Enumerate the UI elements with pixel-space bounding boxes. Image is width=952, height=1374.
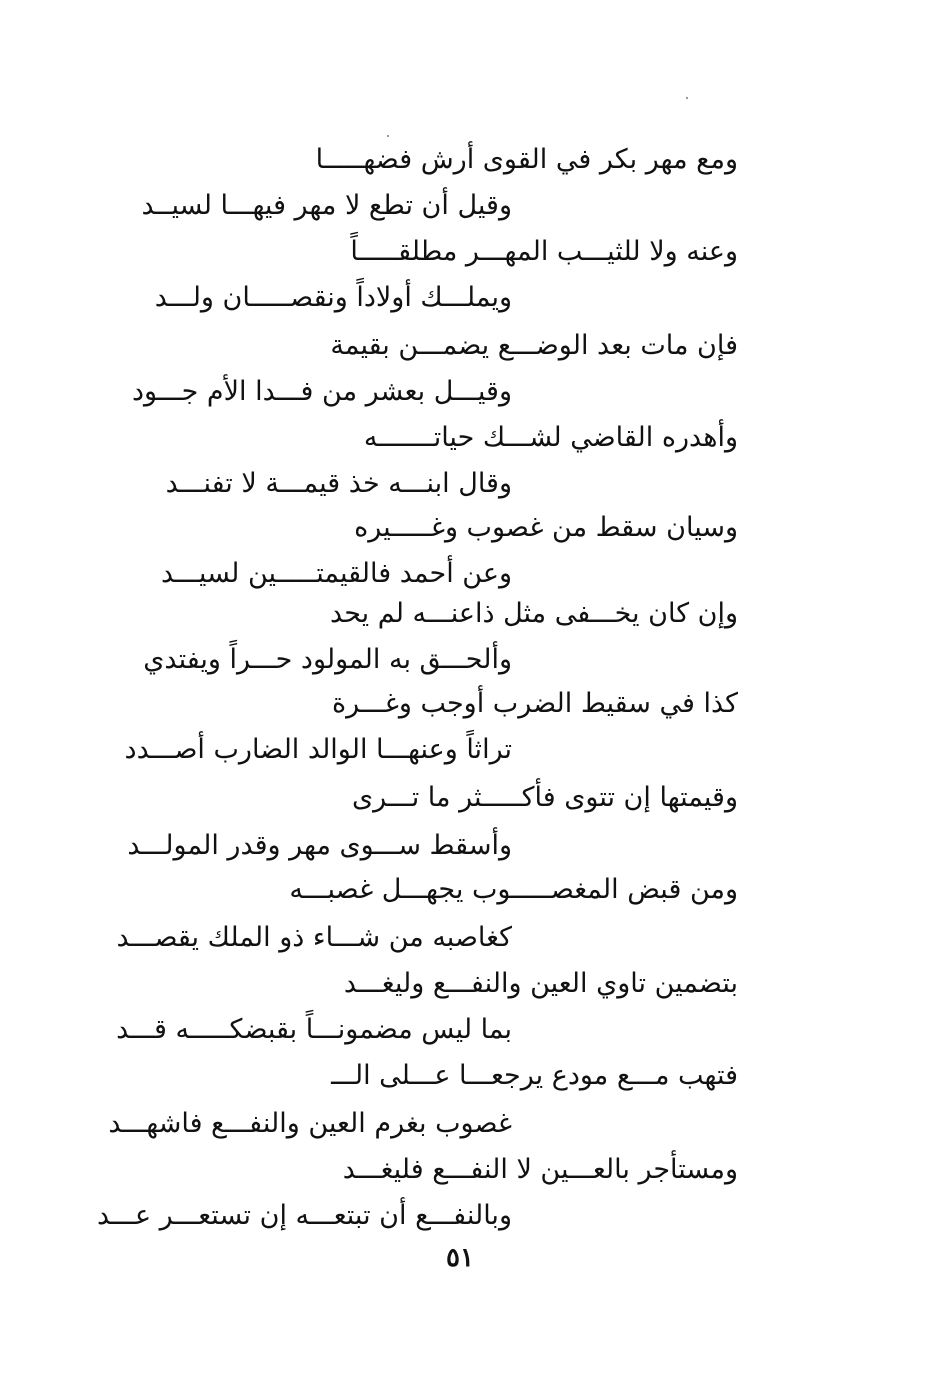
verse-line-10: وعن أحمد فالقيمتـــــين لسيـــد: [161, 558, 512, 589]
verse-line-6: وقيـــل بعشر من فـــدا الأم جـــود: [131, 376, 512, 407]
verse-line-13: كذا في سقيط الضرب أوجب وغـــرة: [331, 688, 738, 719]
verse-line-20: بما ليس مضمونـــاً بقبضكـــــه قـــد: [116, 1014, 512, 1045]
verse-line-4: ويملـــك أولاداً ونقصـــــان ولـــد: [154, 282, 512, 313]
verse-line-23: ومستأجر بالعـــين لا النفـــع فليغـــد: [342, 1154, 738, 1185]
verse-line-7: وأهدره القاضي لشـــك حياتـــــــه: [363, 422, 738, 453]
verse-line-3: وعنه ولا للثيـــب المهـــر مطلقـــــاً: [350, 236, 738, 267]
verse-line-24: وبالنفـــع أن تبتعـــه إن تستعـــر عـــد: [97, 1200, 512, 1231]
verse-line-16: وأسقط ســـوى مهر وقدر المولـــد: [127, 830, 512, 861]
page-number: ٥١: [446, 1243, 474, 1273]
verse-line-9: وسيان سقط من غصوب وغـــــيره: [354, 512, 738, 543]
verse-line-11: وإن كان يخـــفى مثل ذاعنـــه لم يحد: [330, 598, 738, 629]
verse-line-5: فإن مات بعد الوضـــع يضمـــن بقيمة: [330, 330, 738, 361]
verse-line-22: غصوب بغرم العين والنفـــع فاشهـــد: [108, 1108, 512, 1139]
scan-speck: [387, 135, 389, 137]
verse-line-8: وقال ابنـــه خذ قيمـــة لا تفنـــد: [165, 468, 512, 499]
verse-line-1: ومع مهر بكر في القوى أرش فضهـــــا: [315, 144, 738, 175]
verse-line-12: وألحـــق به المولود حـــراً ويفتدي: [143, 644, 512, 675]
scan-speck: [686, 97, 688, 99]
verse-line-19: بتضمين تاوي العين والنفـــع وليغـــد: [343, 968, 738, 999]
verse-line-2: وقيل أن تطع لا مهر فيهـــا لسيــد: [141, 190, 512, 221]
verse-line-18: كغاصبه من شـــاء ذو الملك يقصـــد: [116, 922, 512, 953]
verse-line-17: ومن قبض المغصـــــوب يجهـــل غصبـــه: [289, 874, 738, 905]
verse-line-14: تراثاً وعنهـــا الوالد الضارب أصـــدد: [124, 734, 512, 765]
verse-line-21: فتهب مـــع مودع يرجعـــا عـــلى الـــ: [331, 1060, 738, 1091]
verse-line-15: وقيمتها إن تتوى فأكـــــثر ما تـــرى: [351, 782, 738, 813]
